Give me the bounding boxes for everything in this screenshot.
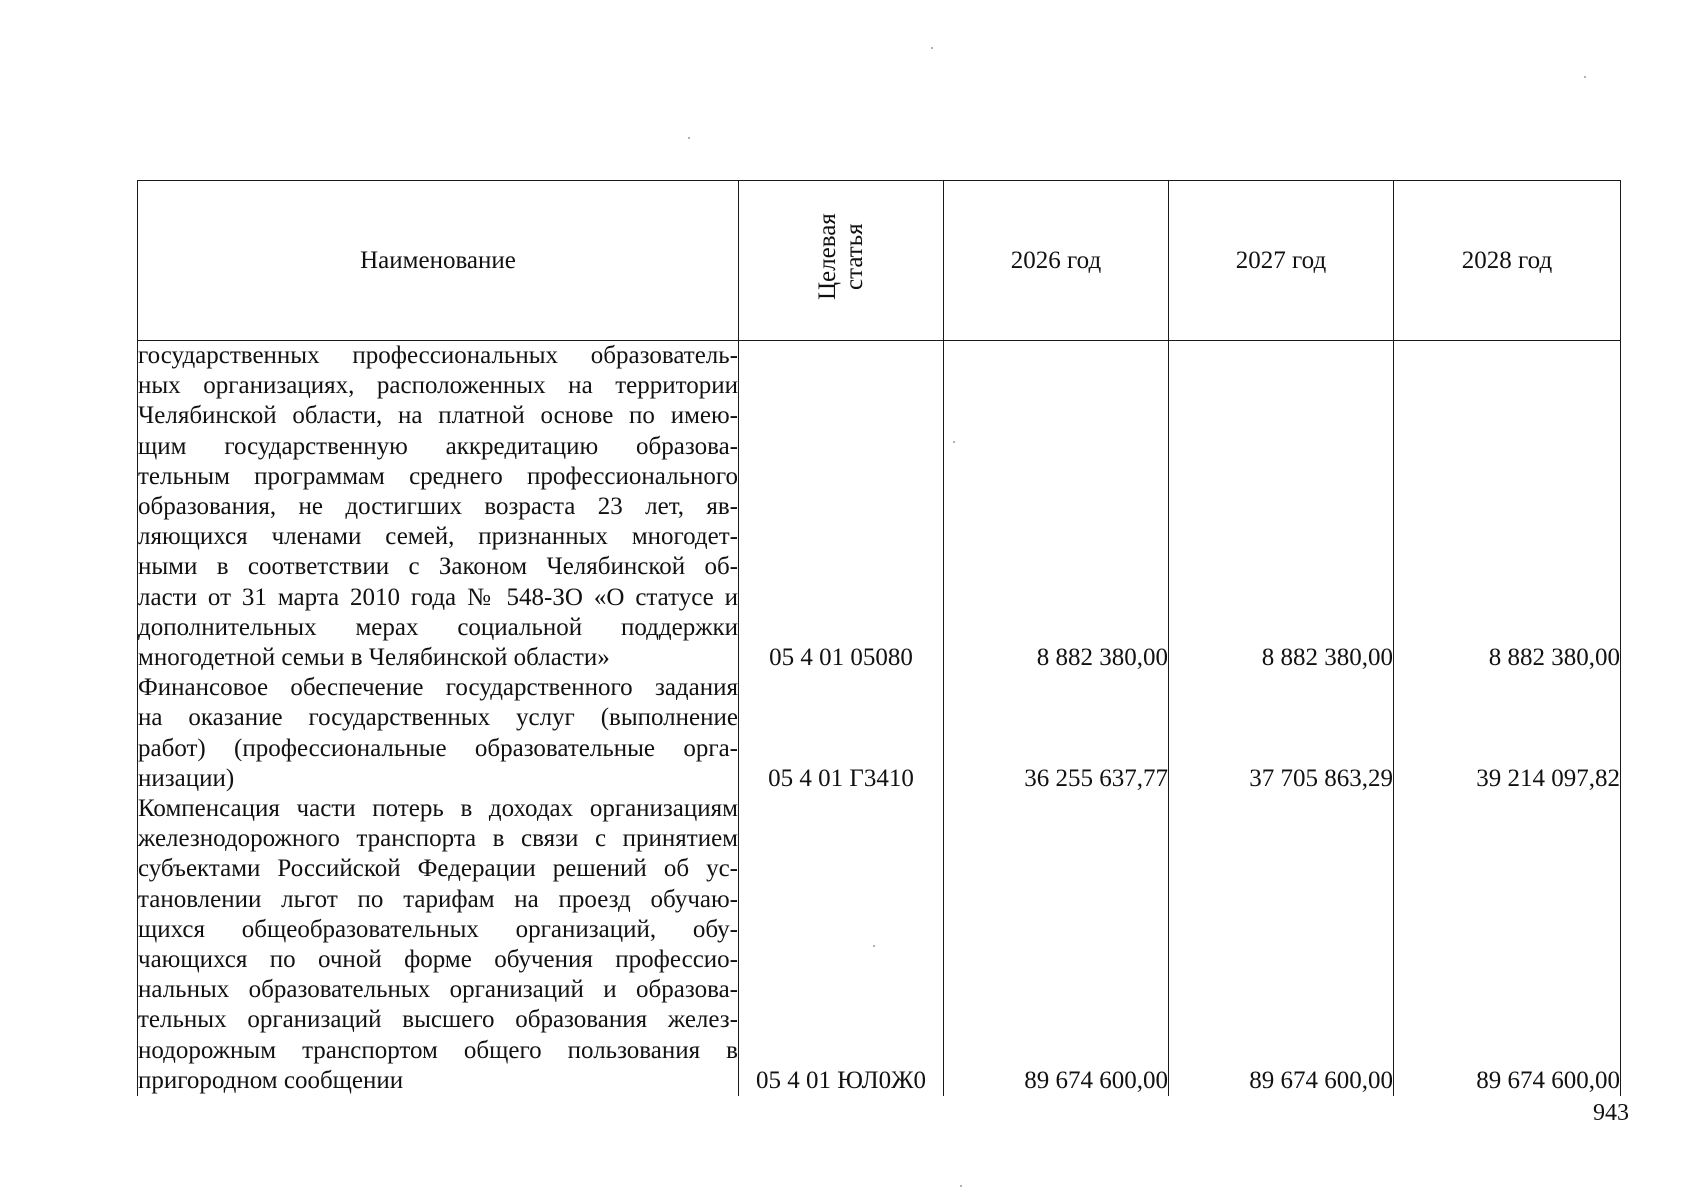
- row-name-line: тановлении льгот по тарифам на проезд обучаю-: [138, 885, 738, 913]
- header-row: [138, 181, 1621, 341]
- row-target-article: 05 4 01 ЮЛ0Ж0: [739, 794, 944, 1096]
- row-value-2028: 89 674 600,00: [1394, 794, 1621, 1096]
- scan-speck: [960, 1185, 962, 1187]
- row-name-line: щихся общеобразовательных организаций, обу-: [138, 915, 738, 943]
- row-value-2026: 8 882 380,00: [944, 341, 1169, 674]
- row-name-line: нодорожным транспортом общего пользования в: [138, 1036, 738, 1064]
- table-row: [138, 673, 1621, 794]
- row-name-line: на оказание государственных услуг (выполнение: [138, 704, 738, 732]
- row-name-line: ными в соответствии с Законом Челябинской об-: [138, 553, 738, 581]
- header-year-2026: 2026 год: [944, 181, 1169, 341]
- row-name: [138, 794, 739, 1096]
- row-value-2028: 39 214 097,82: [1394, 673, 1621, 794]
- row-name-line: тельным программам среднего профессионального: [138, 462, 738, 490]
- row-name: [138, 341, 739, 674]
- row-value-2027: 89 674 600,00: [1169, 794, 1394, 1096]
- scan-speck: [953, 441, 955, 443]
- header-year-2027: 2027 год: [1169, 181, 1394, 341]
- scan-speck: [931, 47, 933, 49]
- row-name-line: тельных организаций высшего образования желез-: [138, 1006, 738, 1034]
- header-target-article: [739, 181, 944, 341]
- row-name-line: дополнительных мерах социальной поддержки: [138, 613, 738, 641]
- row-value-2027: 37 705 863,29: [1169, 673, 1394, 794]
- row-name-line: пригородном сообщении: [138, 1066, 404, 1094]
- row-name-line: Компенсация части потерь в доходах организациям: [138, 795, 738, 823]
- header-target-article-label: Целевая статья: [814, 213, 868, 301]
- row-name-line: ных организациях, расположенных на территории: [138, 372, 738, 400]
- row-name-line: государственных профессиональных образователь-: [138, 342, 738, 369]
- scan-speck: [688, 137, 690, 139]
- row-name-line: многодетной семьи в Челябинской области»: [138, 644, 610, 672]
- header-name: Наименование: [138, 181, 739, 341]
- row-value-2026: 36 255 637,77: [944, 673, 1169, 794]
- table-row: [138, 794, 1621, 1096]
- row-name-line: нальных образовательных организаций и образова-: [138, 976, 738, 1004]
- row-name-line: чающихся по очной форме обучения профессио-: [138, 946, 738, 974]
- row-name-line: железнодорожного транспорта в связи с принятием: [138, 825, 738, 853]
- row-name-line: образования, не достигших возраста 23 лет, яв-: [138, 493, 738, 521]
- table-row: [138, 341, 1621, 674]
- row-name-line: Челябинской области, на платной основе по имею-: [138, 402, 738, 430]
- scan-speck: [873, 945, 875, 947]
- row-name-line: работ) (профессиональные образовательные орга-: [138, 734, 738, 762]
- row-name-line: ляющихся членами семей, признанных многодет-: [138, 523, 738, 551]
- budget-table: [137, 180, 1621, 1096]
- table-body: [138, 341, 1621, 1097]
- row-value-2026: 89 674 600,00: [944, 794, 1169, 1096]
- page-number: 943: [1593, 1100, 1629, 1126]
- row-target-article: 05 4 01 05080: [739, 341, 944, 674]
- row-value-2027: 8 882 380,00: [1169, 341, 1394, 674]
- row-name-line: низации): [138, 764, 235, 792]
- row-target-article: 05 4 01 Г3410: [739, 673, 944, 794]
- row-name: [138, 673, 739, 794]
- row-name-line: Финансовое обеспечение государственного задания: [138, 674, 738, 702]
- row-name-line: ласти от 31 марта 2010 года № 548-ЗО «О статусе и: [138, 583, 738, 611]
- row-name-line: щим государственную аккредитацию образова-: [138, 432, 738, 460]
- row-name-line: субъектами Российской Федерации решений об ус-: [138, 855, 738, 883]
- row-value-2028: 8 882 380,00: [1394, 341, 1621, 674]
- scan-speck: [1584, 76, 1586, 78]
- header-year-2028: 2028 год: [1394, 181, 1621, 341]
